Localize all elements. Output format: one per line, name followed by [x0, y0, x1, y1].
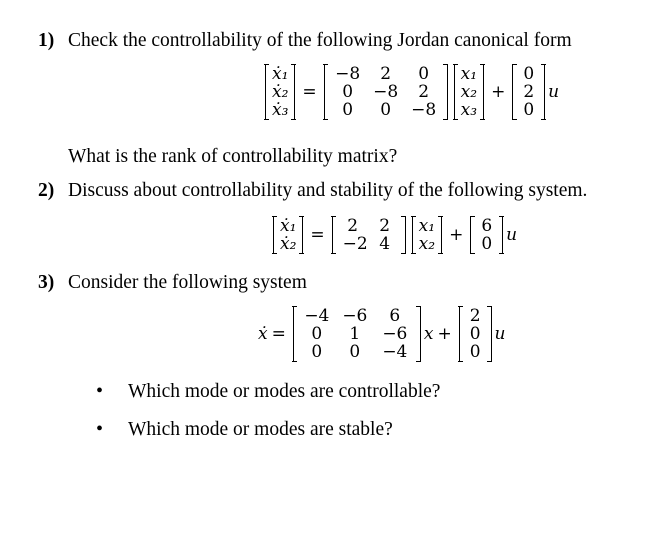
q3-bullet-controllable: Which mode or modes are controllable? [128, 381, 441, 402]
question-1-heading [38, 30, 572, 52]
q2-matrix-a: 2 2 −2 4 [332, 216, 406, 254]
input-symbol: u [548, 82, 560, 102]
q1-matrix-b: 0 2 0 [512, 64, 545, 120]
q1-equation [262, 64, 559, 120]
bullet-icon: • [96, 380, 104, 402]
question-2-heading [38, 180, 587, 202]
q3-equation [258, 306, 505, 362]
q1-matrix-a: −8 2 0 0 −8 2 0 0 −8 [324, 64, 448, 120]
plus-sign: + [437, 324, 452, 344]
bullet-icon: • [96, 418, 104, 440]
input-symbol: u [506, 225, 518, 245]
question-number: 3) [38, 272, 55, 293]
q1-state-vector: x₁ x₂ x₃ [454, 64, 484, 120]
plus-sign: + [491, 82, 506, 102]
question-text: Discuss about controllability and stability of the following system. [68, 180, 588, 201]
q2-state-vector: x₁ x₂ [412, 216, 442, 254]
q2-state-derivative-vector: ẋ₁ ẋ₂ [273, 216, 303, 254]
question-3-heading [38, 272, 307, 294]
q3-matrix-b: 2 0 0 [459, 306, 492, 362]
equals-sign: = [302, 82, 317, 102]
question-number: 2) [38, 180, 55, 201]
state-derivative-symbol: ẋ [258, 324, 268, 344]
question-text: Check the controllability of the following Jordan canonical form [68, 30, 572, 51]
q2-equation [270, 216, 517, 254]
q1-state-derivative-vector: ẋ₁ ẋ₂ ẋ₃ [265, 64, 295, 120]
question-text: Consider the following system [68, 272, 307, 293]
q1-rank-question: What is the rank of controllability matrix? [68, 146, 398, 167]
q3-matrix-a: −4 −6 6 0 1 −6 0 0 −4 [293, 306, 421, 362]
equals-sign: = [271, 324, 286, 344]
state-symbol: x [423, 324, 434, 344]
input-symbol: u [494, 324, 506, 344]
question-number: 1) [38, 30, 55, 51]
q2-matrix-b: 6 0 [470, 216, 503, 254]
plus-sign: + [449, 225, 464, 245]
equals-sign: = [310, 225, 325, 245]
q3-bullet-stable: Which mode or modes are stable? [128, 419, 393, 440]
